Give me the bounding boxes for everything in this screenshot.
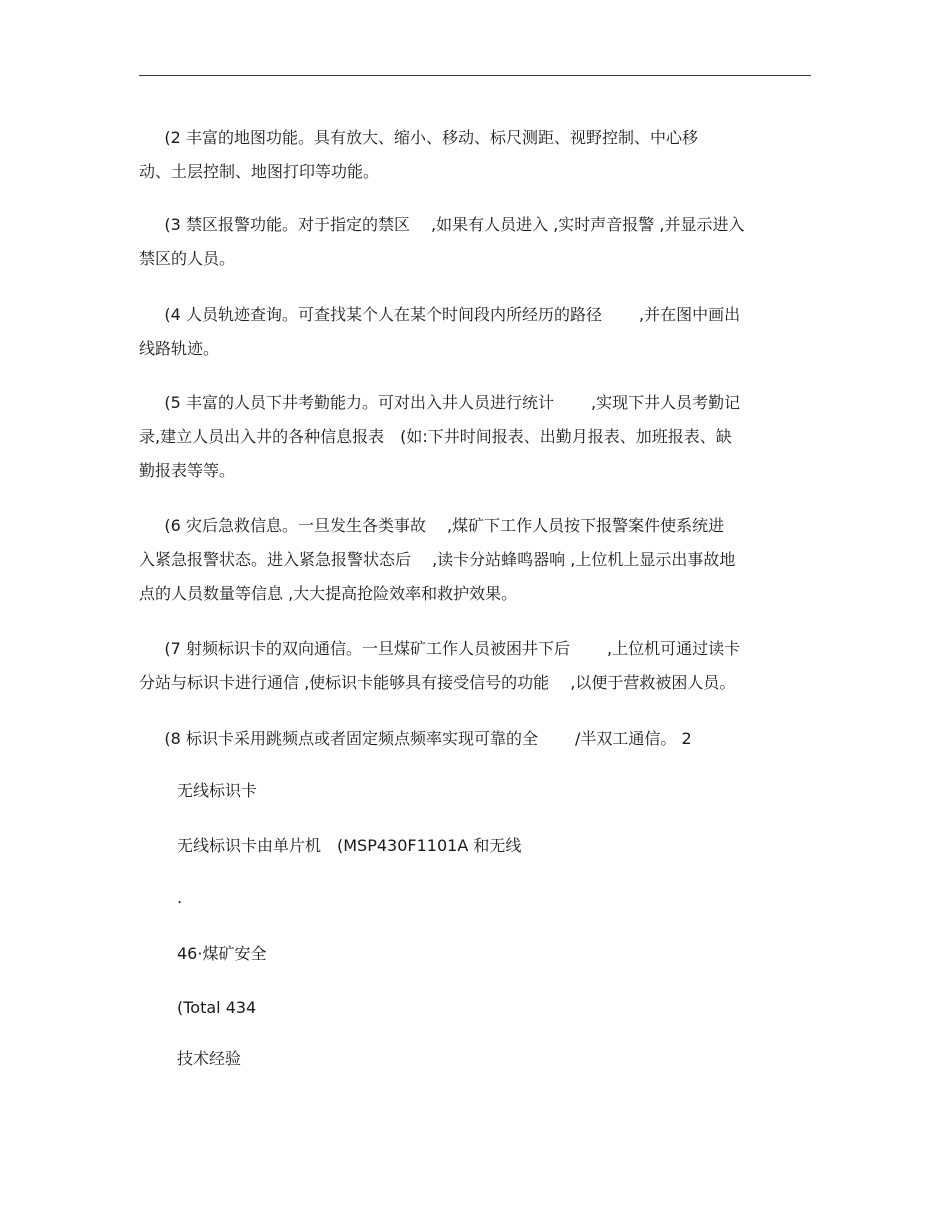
header-rule — [139, 75, 811, 76]
text-line: (2 丰富的地图功能。具有放大、缩小、移动、标尺测距、视野控制、中心移 — [139, 128, 698, 147]
text-wireless-card-mcu: 无线标识卡由单片机 (MSP430F1101A 和无线 — [177, 836, 522, 855]
paragraph-two-way-communication — [139, 632, 809, 700]
text-line: 录,建立人员出入井的各种信息报表 (如:下井时间报表、出勤月报表、加班报表、缺 — [139, 427, 732, 446]
text-line: 动、土层控制、地图打印等功能。 — [139, 162, 380, 181]
text-line: 勤报表等等。 — [139, 461, 236, 480]
heading-wireless-card: 无线标识卡 — [177, 781, 258, 800]
paragraph-track-query — [139, 298, 809, 366]
text-line: 禁区的人员。 — [139, 249, 236, 268]
text-line: (6 灾后急救信息。一旦发生各类事故 ,煤矿下工作人员按下报警案件使系统进 — [139, 516, 725, 535]
text-line: (7 射频标识卡的双向通信。一旦煤矿工作人员被困井下后 ,上位机可通过读卡 — [139, 639, 741, 658]
paragraph-emergency-info — [139, 509, 809, 611]
text-line: 点的人员数量等信息 ,大大提高抢险效率和救护效果。 — [139, 584, 518, 603]
paragraph-frequency-hopping — [139, 722, 809, 756]
section-label-tech-experience: 技术经验 — [177, 1049, 242, 1068]
text-dot: . — [177, 888, 183, 907]
journal-total-label: (Total 434 — [177, 998, 257, 1017]
text-line: (4 人员轨迹查询。可查找某个人在某个时间段内所经历的路径 ,并在图中画出 — [139, 305, 741, 324]
paragraph-map-functions — [139, 121, 809, 189]
text-line: 分站与标识卡进行通信 ,使标识卡能够具有接受信号的功能 ,以便于营救被困人员。 — [139, 673, 736, 692]
journal-page-label: 46·煤矿安全 — [177, 944, 267, 963]
paragraph-restricted-zone-alarm — [139, 208, 809, 276]
text-line: 线路轨迹。 — [139, 339, 220, 358]
paragraph-attendance — [139, 386, 809, 488]
text-line: (5 丰富的人员下井考勤能力。可对出入井人员进行统计 ,实现下井人员考勤记 — [139, 393, 741, 412]
text-line: 入紧急报警状态。进入紧急报警状态后 ,读卡分站蜂鸣器响 ,上位机上显示出事故地 — [139, 550, 736, 569]
text-line: (8 标识卡采用跳频点或者固定频点频率实现可靠的全 /半双工通信。 2 — [139, 729, 692, 748]
text-line: (3 禁区报警功能。对于指定的禁区 ,如果有人员进入 ,实时声音报警 ,并显示进入 — [139, 215, 745, 234]
